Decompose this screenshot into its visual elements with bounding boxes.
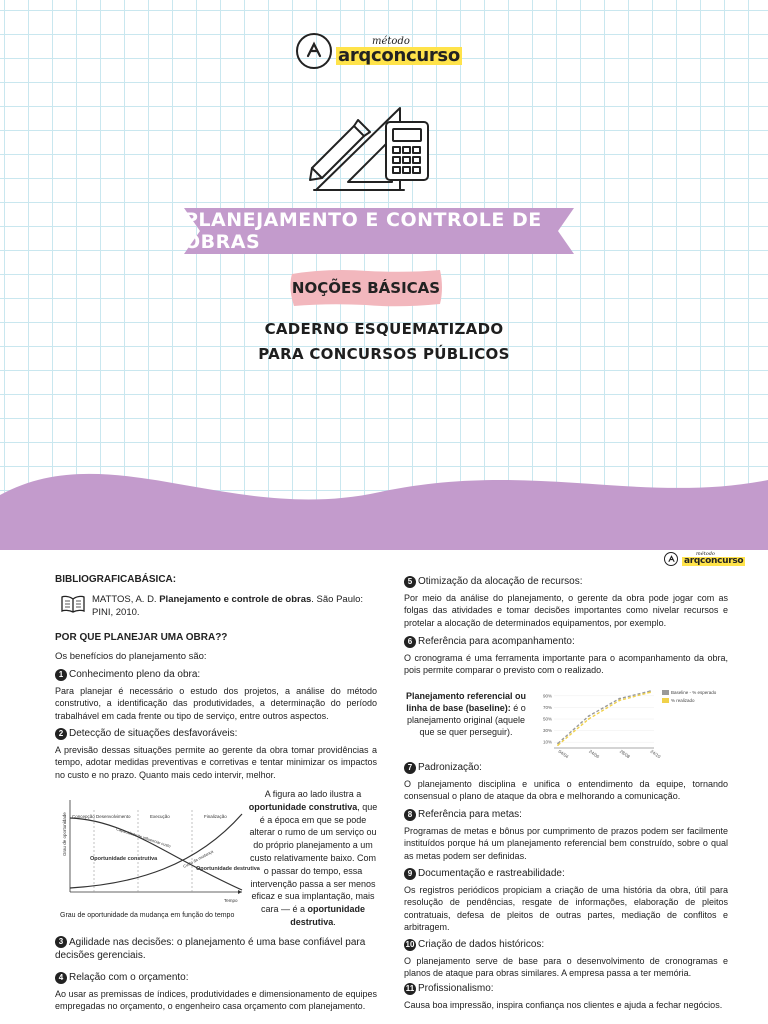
why-section [55, 632, 377, 663]
destructive-label: Oportunidade destrutiva [196, 866, 260, 872]
figure-caption: Grau de oportunidade da mudança em função do tempo [60, 912, 235, 919]
item-text: Para planejar é necessário o estudo dos projetos, a análise do método construtivo, a identificação das produtividades, a determinação do período trabalhável em cada frente ou tipo de serviço, entre outros aspectos. [55, 685, 377, 721]
baseline-bold: Planejamento referencial ou linha de base (baseline): [405, 691, 527, 713]
y-tick-label: 50% [542, 716, 552, 722]
item-text: O planejamento serve de base para o desenvolvimento de cronogramas e planos de ataque para obras similares. A empresa passa a ter memória. [404, 955, 728, 978]
y-tick-label: 90% [542, 693, 552, 699]
logo-mark-icon [296, 33, 332, 69]
item-title: Documentação e rastreabilidade: [418, 868, 565, 879]
phase-execucao: Execução [150, 814, 170, 819]
item-title: Conhecimento pleno da obra: [69, 669, 201, 680]
series-point [618, 698, 620, 700]
phase-concepcao: Concepção [72, 814, 95, 819]
series-point [557, 744, 559, 746]
logo-metodo-text: método [372, 36, 410, 47]
item-text: Ao usar as premissas de índices, produtividades e dimensionamento de equipes empregadas no orçamento, o engenheiro casa orçamento com planejamento. [55, 988, 377, 1011]
number-badge: 9 [404, 868, 416, 880]
logo-mark-icon [664, 552, 678, 566]
item-title: Profissionalismo: [418, 983, 494, 994]
legend-swatch [662, 690, 669, 695]
figure-explanation [248, 788, 378, 929]
item-text: A previsão dessas situações permite ao gerente da obra tomar providências a tempo, adotar medidas preventivas e corretivas e tentar minimizar os impactos no custo e no prazo. Quanto mais cedo intervir, melhor. [55, 744, 377, 780]
item-text: O planejamento disciplina e unifica o entendimento da equipe, tornando consensual o plano de ataque da obra e melhorando a comunicação. [404, 778, 728, 801]
benefit-item-1 [55, 669, 377, 722]
number-badge: 3 [55, 936, 67, 948]
number-badge: 6 [404, 636, 416, 648]
cover-wave [0, 440, 768, 550]
item-title: Relação com o orçamento: [69, 972, 189, 983]
item-text: Programas de metas e bônus por cumprimento de prazos podem ser facilmente instituídos porque há um planejamento referencial bem construído, sobre o qual as metas podem ser definidas. [404, 825, 728, 861]
x-tick-label: 24/06 [588, 748, 601, 760]
cover-title: PLANEJAMENTO E CONTROLE DE OBRAS [184, 209, 542, 253]
why-heading: POR QUE PLANEJAR UMA OBRA?? [55, 632, 228, 643]
x-tick-label: 04/04 [557, 748, 570, 760]
phase-desenvolvimento: Desenvolvimento [96, 814, 131, 819]
logo-metodo-text: método [696, 551, 715, 557]
baseline-chart [532, 684, 728, 766]
cover-subtitle-line1: CADERNO ESQUEMATIZADO [264, 320, 504, 338]
benefit-item-9 [404, 868, 728, 934]
number-badge: 10 [405, 940, 415, 950]
brand-logo [296, 33, 462, 69]
phase-finalizacao: Finalização [204, 814, 227, 819]
baseline-definition [404, 690, 528, 738]
x-tick-label: 28/08 [618, 748, 631, 760]
benefit-item-3 [55, 936, 377, 962]
curve-down-label: Capacidade de influenciar custo [115, 826, 172, 849]
bibliography-reference [92, 594, 377, 619]
figure-xlabel: Tempo [224, 898, 238, 903]
item-text: Os registros periódicos propiciam a criação de uma história da obra, útil para resolução de pendências, resgate de informações, elaboração de pleitos contratuais, defesa de pleitos de outras partes, mediação de conflitos e arbitragem. [404, 884, 728, 932]
item-text: O cronograma é uma ferramenta importante para o acompanhamento da obra, pois permite comparar o previsto com o realizado. [404, 652, 728, 675]
item-title: Agilidade nas decisões: o planejamento é uma base confiável para decisões gerenciais. [55, 937, 366, 961]
number-badge: 2 [55, 728, 67, 740]
number-badge: 7 [404, 762, 416, 774]
item-title: Referência para acompanhamento: [418, 636, 575, 647]
fig-text-3: . [333, 916, 336, 927]
number-badge: 8 [404, 809, 416, 821]
benefit-item-4 [55, 972, 377, 1013]
constructive-label: Oportunidade construtiva [90, 856, 158, 862]
fig-text-1: A figura ao lado ilustra a [264, 789, 362, 799]
bib-author: MATTOS, A. D. [92, 594, 160, 605]
legend-label: Baseline - % esperado [671, 690, 717, 695]
benefit-item-10 [404, 939, 728, 980]
drafting-tools-icon [308, 102, 438, 194]
item-text: Por meio da análise do planejamento, o gerente da obra pode jogar com as folgas das atividades e tomar decisões importantes como nivelar recursos e protelar a alocação de determinados equipamentos, por exemplo. [404, 592, 728, 628]
item-title: Detecção de situações desfavoráveis: [69, 728, 238, 739]
left-column [55, 574, 377, 587]
legend-label: % realizado [671, 698, 695, 703]
y-tick-label: 10% [542, 739, 552, 745]
y-tick-label: 70% [542, 704, 552, 710]
cover-badge: NOÇÕES BÁSICAS [291, 279, 441, 297]
bib-line2: PINI, 2010. [92, 606, 140, 618]
benefit-item-8 [404, 809, 728, 862]
benefit-item-11 [404, 983, 728, 1011]
benefit-item-2 [55, 728, 377, 781]
benefit-item-7 [404, 762, 728, 803]
series-line-1 [558, 692, 650, 745]
benefit-item-5 [404, 576, 728, 629]
item-title: Referência para metas: [418, 809, 522, 820]
series-point [649, 691, 651, 693]
book-icon [61, 596, 85, 613]
item-title: Otimização da alocação de recursos: [418, 576, 583, 587]
series-line-0 [558, 691, 650, 743]
opportunity-figure [56, 796, 260, 908]
page-brand-logo [664, 552, 745, 566]
bib-rest: . São Paulo: [311, 594, 364, 605]
number-badge: 4 [55, 972, 67, 984]
fig-text-bold-2: oportunidade destrutiva [290, 904, 366, 927]
figure-ylabel: Grau de oportunidade [62, 812, 67, 856]
series-point [618, 700, 620, 702]
logo-wordmark: arqconcurso [338, 45, 460, 66]
series-point [588, 718, 590, 720]
bibliography-heading: BIBLIOGRAFICABÁSICA: [55, 574, 177, 585]
benefits-intro: Os benefícios do planejamento são: [55, 650, 207, 662]
cover-subtitle-line2: PARA CONCURSOS PÚBLICOS [258, 345, 510, 363]
curve-up-label: Custo da mudança [182, 848, 215, 869]
x-tick-label: 24/10 [649, 748, 662, 760]
series-point [588, 715, 590, 717]
baseline-text: é o planejamento original (aquele que se quer perseguir). [406, 703, 526, 737]
number-badge: 5 [404, 576, 416, 588]
legend-swatch [662, 698, 669, 703]
item-title: Criação de dados históricos: [418, 939, 545, 950]
number-badge: 1 [55, 669, 67, 681]
fig-text-bold-1: oportunidade construtiva [248, 801, 358, 812]
y-tick-label: 30% [542, 728, 552, 734]
item-title: Padronização: [418, 762, 482, 773]
number-badge: 11 [405, 984, 415, 994]
item-text: Causa boa impressão, inspira confiança nos clientes e ajuda a fechar negócios. [404, 999, 723, 1010]
benefit-item-6 [404, 636, 728, 677]
logo-wordmark: arqconcurso [684, 556, 744, 566]
fig-text-2: , que é a época em que se pode alterar o rumo de um serviço ou do próprio planejamento a um custo relativamente baixo. Com o passar do tempo, essa intervenção passa a ser menos eficaz e sua implantação, mais cara — é a [249, 801, 378, 915]
bib-title: Planejamento e controle de obras [159, 594, 312, 605]
